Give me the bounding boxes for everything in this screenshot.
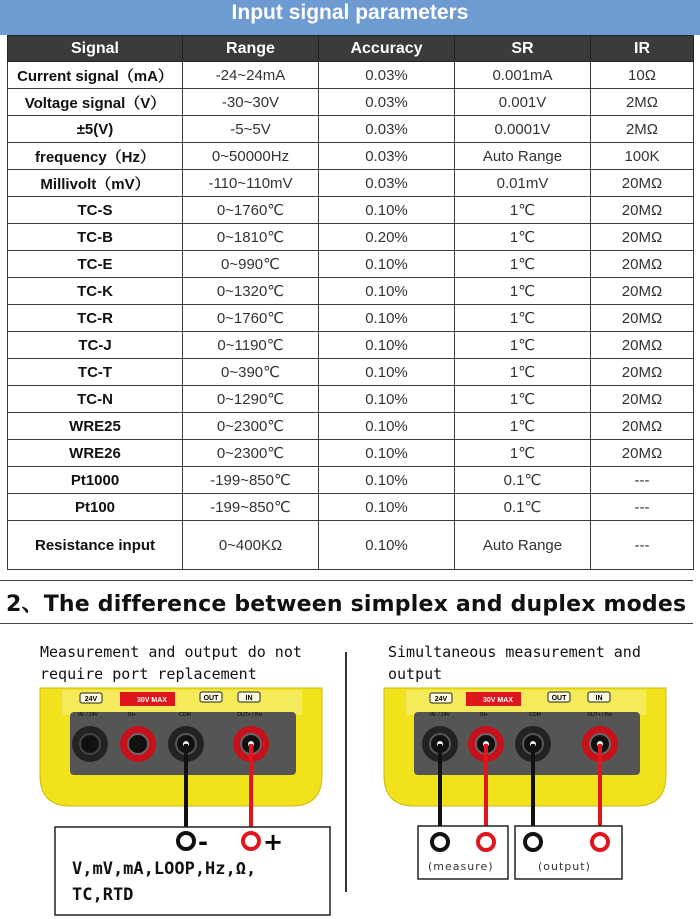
signal-cell: Millivolt（mV） — [8, 170, 183, 197]
right-24v-label: 24V — [434, 696, 448, 703]
value-cell: 0.03% — [319, 143, 455, 170]
signal-cell: Resistance input — [8, 521, 183, 570]
value-cell: 1℃ — [455, 224, 591, 251]
value-cell: 0.10% — [319, 197, 455, 224]
value-cell: 20MΩ — [591, 332, 694, 359]
value-cell: 20MΩ — [591, 224, 694, 251]
value-cell: -30~30V — [183, 89, 319, 116]
value-cell: 0~1290℃ — [183, 386, 319, 413]
value-cell: 1℃ — [455, 251, 591, 278]
left-box-text — [72, 856, 256, 908]
value-cell: 20MΩ — [591, 440, 694, 467]
right-warning-label: 30V MAX — [483, 697, 513, 704]
measure-label: (measure) — [428, 860, 494, 873]
value-cell: 0~1320℃ — [183, 278, 319, 305]
value-cell: Auto Range — [455, 143, 591, 170]
value-cell: 20MΩ — [591, 170, 694, 197]
value-cell: 1℃ — [455, 305, 591, 332]
value-cell: 0.10% — [319, 359, 455, 386]
value-cell: 0.01mV — [455, 170, 591, 197]
left-in-label: IN — [245, 695, 253, 702]
signal-cell: Current signal（mA） — [8, 62, 183, 89]
value-cell: 0~1760℃ — [183, 305, 319, 332]
value-cell: 1℃ — [455, 386, 591, 413]
measure-plus-terminal — [478, 834, 494, 850]
value-cell: 0.03% — [319, 170, 455, 197]
value-cell: -110~110mV — [183, 170, 319, 197]
signal-cell: TC-K — [8, 278, 183, 305]
output-label: (output) — [538, 860, 591, 873]
value-cell: 0.10% — [319, 521, 455, 570]
right-device-panel — [384, 688, 666, 806]
column-header: IR — [591, 36, 694, 62]
signal-cell: Pt100 — [8, 494, 183, 521]
column-header: SR — [455, 36, 591, 62]
value-cell: 0.1℃ — [455, 494, 591, 521]
column-header: Signal — [8, 36, 183, 62]
left-jack4-label: OUT+ / IN+ — [237, 712, 263, 718]
measure-minus-terminal — [432, 834, 448, 850]
value-cell: 0.10% — [319, 494, 455, 521]
value-cell: 1℃ — [455, 440, 591, 467]
left-caption-line2: require port replacement — [40, 665, 257, 683]
signal-cell: TC-E — [8, 251, 183, 278]
value-cell: 0.10% — [319, 413, 455, 440]
signal-cell: ±5(V) — [8, 116, 183, 143]
value-cell: --- — [591, 467, 694, 494]
value-cell: 0.10% — [319, 278, 455, 305]
column-header: Accuracy — [319, 36, 455, 62]
left-caption-line1: Measurement and output do not — [40, 643, 302, 661]
value-cell: 0~2300℃ — [183, 440, 319, 467]
value-cell: 20MΩ — [591, 413, 694, 440]
signal-cell: TC-N — [8, 386, 183, 413]
left-plus-terminal — [243, 833, 259, 849]
left-device-panel — [40, 688, 322, 806]
right-jack4-label: OUT+ / IN+ — [587, 712, 613, 718]
value-cell: 0~50000Hz — [183, 143, 319, 170]
value-cell: 0~2300℃ — [183, 413, 319, 440]
value-cell: 0.03% — [319, 116, 455, 143]
output-minus-terminal — [525, 834, 541, 850]
signal-cell: TC-J — [8, 332, 183, 359]
value-cell: 20MΩ — [591, 278, 694, 305]
value-cell: 20MΩ — [591, 359, 694, 386]
signal-cell: Pt1000 — [8, 467, 183, 494]
value-cell: -199~850℃ — [183, 494, 319, 521]
value-cell: 0~400KΩ — [183, 521, 319, 570]
value-cell: 0.10% — [319, 251, 455, 278]
value-cell: 1℃ — [455, 197, 591, 224]
column-header: Range — [183, 36, 319, 62]
value-cell: 0.10% — [319, 386, 455, 413]
value-cell: 100K — [591, 143, 694, 170]
right-jack3-label: COM — [529, 712, 541, 718]
left-jack1-label: IN- / 24V — [78, 712, 98, 718]
right-jack2-label: IN+ — [480, 712, 488, 718]
value-cell: 0.1℃ — [455, 467, 591, 494]
value-cell: -24~24mA — [183, 62, 319, 89]
value-cell: 0~1190℃ — [183, 332, 319, 359]
value-cell: 0.0001V — [455, 116, 591, 143]
signal-cell: TC-R — [8, 305, 183, 332]
value-cell: 2MΩ — [591, 89, 694, 116]
value-cell: 20MΩ — [591, 251, 694, 278]
left-jack3-label: COM — [179, 712, 191, 718]
value-cell: 0.001V — [455, 89, 591, 116]
right-jack1-label: IN- / 24V — [430, 712, 450, 718]
value-cell: 0~990℃ — [183, 251, 319, 278]
value-cell: 0~390℃ — [183, 359, 319, 386]
value-cell: 20MΩ — [591, 305, 694, 332]
left-out-label: OUT — [203, 695, 219, 702]
value-cell: 1℃ — [455, 332, 591, 359]
right-caption-line2: output — [388, 665, 443, 683]
value-cell: -5~5V — [183, 116, 319, 143]
value-cell: 0.10% — [319, 332, 455, 359]
signal-cell: TC-T — [8, 359, 183, 386]
right-caption-line1: Simultaneous measurement and — [388, 643, 641, 661]
minus-sign: - — [198, 828, 208, 856]
value-cell: Auto Range — [455, 521, 591, 570]
left-warning-label: 30V MAX — [137, 697, 167, 704]
value-cell: 0~1760℃ — [183, 197, 319, 224]
value-cell: 10Ω — [591, 62, 694, 89]
left-minus-terminal — [178, 833, 194, 849]
value-cell: 0.10% — [319, 467, 455, 494]
value-cell: 1℃ — [455, 413, 591, 440]
value-cell: --- — [591, 494, 694, 521]
output-plus-terminal — [592, 834, 608, 850]
value-cell: 0.10% — [319, 440, 455, 467]
signal-cell: Voltage signal（V） — [8, 89, 183, 116]
section2-title: 2、The difference between simplex and duplex modes — [6, 592, 687, 617]
value-cell: 0~1810℃ — [183, 224, 319, 251]
left-box-line1: V,mV,mA,LOOP,Hz,Ω, — [72, 859, 257, 879]
plus-sign: + — [263, 828, 284, 856]
value-cell: 20MΩ — [591, 197, 694, 224]
value-cell: 0.03% — [319, 62, 455, 89]
value-cell: -199~850℃ — [183, 467, 319, 494]
value-cell: 1℃ — [455, 359, 591, 386]
value-cell: 1℃ — [455, 278, 591, 305]
value-cell: 2MΩ — [591, 116, 694, 143]
value-cell: 0.10% — [319, 305, 455, 332]
signal-cell: TC-B — [8, 224, 183, 251]
value-cell: --- — [591, 521, 694, 570]
signal-cell: WRE25 — [8, 413, 183, 440]
right-in-label: IN — [595, 695, 603, 702]
signal-cell: TC-S — [8, 197, 183, 224]
right-out-label: OUT — [551, 695, 567, 702]
signal-cell: WRE26 — [8, 440, 183, 467]
value-cell: 20MΩ — [591, 386, 694, 413]
left-box-line2: TC,RTD — [72, 885, 134, 905]
left-jack2-label: IN+ — [128, 712, 136, 718]
value-cell: 0.03% — [319, 89, 455, 116]
signal-cell: frequency（Hz） — [8, 143, 183, 170]
value-cell: 0.001mA — [455, 62, 591, 89]
left-24v-label: 24V — [84, 696, 98, 703]
value-cell: 0.20% — [319, 224, 455, 251]
table-title: Input signal parameters — [231, 1, 469, 24]
